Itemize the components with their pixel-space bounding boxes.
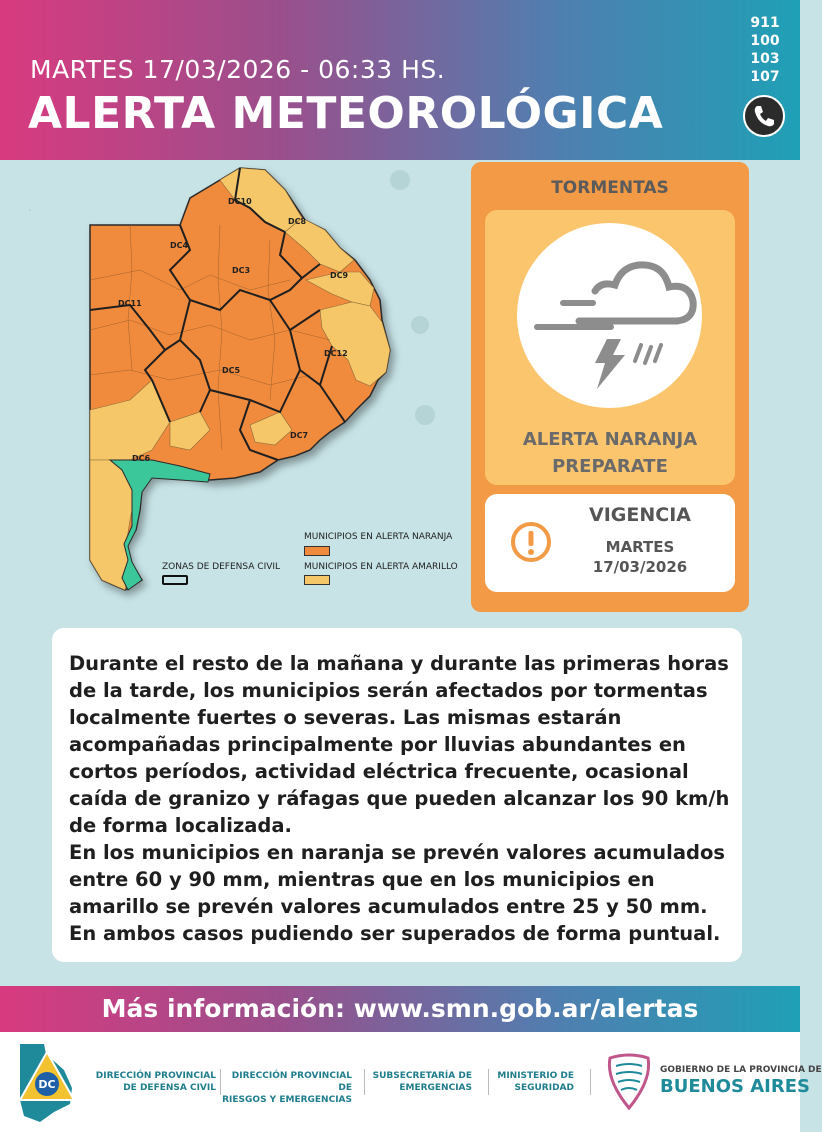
thunderstorm-icon — [517, 223, 702, 408]
divider — [364, 1069, 365, 1095]
alert-card — [485, 210, 735, 485]
alert-level: ALERTA NARANJA — [522, 429, 698, 450]
validity-card — [485, 494, 735, 592]
phone-number: 107 — [750, 69, 780, 85]
legend-orange-swatch — [304, 546, 330, 556]
zone-label: DC11 — [118, 299, 142, 308]
description-paragraph: En los municipios en naranja se prevén valores acumulados entre 60 y 90 mm, mientras que en los municipios en amarillo se prevén valores acumulados entre 25 y 50 mm. En ambos casos pudiendo ser superados de forma puntual. — [69, 841, 725, 945]
alert-action: PREPARATE — [552, 456, 668, 477]
exclamation-icon — [509, 520, 553, 564]
legend-yellow-label: MUNICIPIOS EN ALERTA AMARILLO — [304, 562, 458, 572]
footer-org: MINISTERIO DE SEGURIDAD — [497, 1071, 574, 1093]
more-info-link[interactable]: Más información: www.smn.gob.ar/alertas — [0, 986, 800, 1032]
description-box — [52, 628, 742, 962]
divider — [590, 1069, 591, 1095]
zone-label: DC6 — [132, 454, 151, 463]
svg-text:DC: DC — [38, 1078, 56, 1091]
zone-label: DC7 — [290, 431, 309, 440]
province-map — [70, 160, 470, 610]
defensa-civil-logo — [14, 1040, 80, 1124]
zone-label: DC8 — [288, 217, 307, 226]
phone-number: 100 — [750, 33, 780, 49]
footer-org: DIRECCIÓN PROVINCIAL DE RIESGOS Y EMERGENCIAS — [222, 1071, 352, 1105]
legend-zones-swatch — [162, 575, 188, 585]
legend-yellow-swatch — [304, 575, 330, 585]
zone-label: DC5 — [222, 366, 241, 375]
phone-icon — [743, 95, 785, 137]
footer — [0, 1032, 822, 1132]
page-title: ALERTA METEOROLÓGICA — [28, 88, 664, 139]
divider — [220, 1069, 221, 1095]
phenomenon-title: TORMENTAS — [551, 178, 669, 198]
zone-label: DC10 — [228, 197, 252, 206]
legend-zones-label: ZONAS DE DEFENSA CIVIL — [162, 562, 281, 572]
province-name: BUENOS AIRES — [660, 1076, 810, 1097]
validity-title: VIGENCIA — [589, 504, 691, 526]
alert-date: MARTES 17/03/2026 - 06:33 HS. — [30, 55, 446, 84]
phone-number: 103 — [750, 51, 780, 67]
zone-label: DC9 — [330, 271, 349, 280]
buenos-aires-logo — [602, 1050, 656, 1116]
phone-number: 911 — [750, 15, 780, 31]
description-paragraph: Durante el resto de la mañana y durante las primeras horas de la tarde, los municipios serán afectados por tormentas localmente fuertes o severas. Las mismas estarán acompañadas principalmente por lluvias abundantes en cortos períodos, actividad eléctrica frecuente, ocasional caída de granizo y ráfagas que pueden alcanzar los 90 km/h de forma localizada. — [69, 652, 730, 837]
zone-label: DC12 — [324, 349, 348, 358]
alert-panel — [471, 162, 749, 612]
legend-orange-label: MUNICIPIOS EN ALERTA NARANJA — [304, 532, 453, 542]
footer-org: DIRECCIÓN PROVINCIAL DE DEFENSA CIVIL — [95, 1071, 216, 1093]
zone-label: DC4 — [170, 241, 189, 250]
zone-label: DC3 — [232, 266, 251, 275]
validity-day: MARTES — [605, 538, 675, 556]
footer-org: SUBSECRETARÍA DE EMERGENCIAS — [372, 1071, 472, 1093]
divider — [488, 1069, 489, 1095]
emergency-numbers — [748, 14, 782, 86]
validity-date: 17/03/2026 — [592, 558, 688, 576]
header-banner — [0, 0, 800, 160]
gob-label: GOBIERNO DE LA PROVINCIA DE — [660, 1065, 822, 1075]
